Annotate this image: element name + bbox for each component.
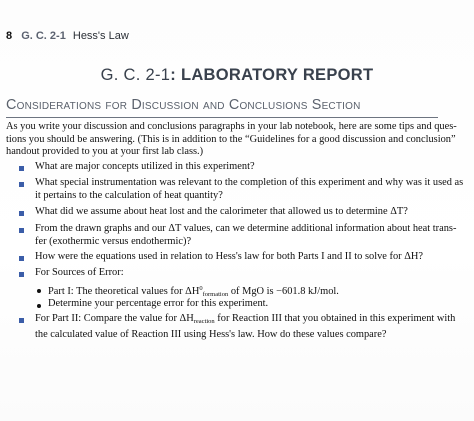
running-head: [6, 30, 129, 42]
list-item-line: [35, 313, 455, 329]
list-item: [35, 313, 455, 341]
list-item-text: fer (exothermic versus endothermic)?: [35, 235, 192, 247]
square-bullet-icon: [19, 318, 24, 323]
intro-paragraph: [6, 121, 470, 159]
list-item-text: What special instrumentation was relevant to the completion of this experiment and why was it used as: [35, 177, 464, 188]
square-bullet-icon: [19, 182, 24, 187]
round-bullet-icon: [37, 289, 41, 293]
running-head-section: G. C. 2-1: [21, 30, 66, 42]
list-item: [35, 251, 423, 264]
section-heading: Considerations for Discussion and Conclusions Section: [6, 97, 361, 113]
intro-line: As you write your discussion and conclusions paragraphs in your lab notebook, here are some tips and ques-: [6, 121, 457, 132]
list-item-text: For Sources of Error:: [35, 267, 124, 278]
superscript-zero: 0: [199, 285, 203, 292]
square-bullet-icon: [19, 166, 24, 171]
list-item-text: What did we assume about heat lost and the calorimeter that allowed us to determine ΔT?: [35, 206, 408, 217]
subscript-reaction: reaction: [193, 318, 215, 325]
list-item-text: for Reaction III that you obtained in this experiment with: [214, 313, 456, 324]
list-item: [35, 223, 456, 248]
list-item: [35, 206, 408, 219]
list-item-text: How were the equations used in relation to Hess's law for both Parts I and II to solve for ΔH?: [35, 251, 424, 262]
list-item: [35, 267, 124, 280]
intro-line: tions you should be answering. (This is in addition to the “Guidelines for a good discussion and conclusion”: [6, 133, 456, 145]
sub-item-text: of MgO is −601.8 kJ/mol.: [228, 286, 339, 297]
running-head-title: Hess's Law: [72, 30, 129, 42]
report-title: [0, 66, 474, 85]
list-item: [35, 177, 463, 202]
list-item-text: From the drawn graphs and our ΔT values, can we determine additional information about heat trans-: [35, 223, 457, 234]
subscript-formation: formation: [202, 291, 229, 298]
list-item: [35, 161, 255, 174]
report-title-code: G. C. 2-1: [100, 66, 171, 84]
report-title-name: LABORATORY REPORT: [180, 66, 374, 84]
page-number: 8: [6, 30, 13, 42]
square-bullet-icon: [19, 272, 24, 277]
list-item-text: it pertains to the calculation of heat quantity?: [35, 189, 223, 201]
list-item-text: What are major concepts utilized in this experiment?: [35, 161, 255, 172]
intro-line: handout provided to you at your first lab class.): [6, 146, 204, 158]
square-bullet-icon: [19, 256, 24, 261]
square-bullet-icon: [19, 211, 24, 216]
sub-item-text: Determine your percentage error for this experiment.: [48, 298, 269, 309]
section-rule: [6, 117, 438, 118]
square-bullet-icon: [19, 228, 24, 233]
sub-item-text: Part I: The theoretical values for ΔH: [48, 286, 200, 297]
list-item-text: For Part II: Compare the value for ΔH: [35, 313, 194, 324]
list-item-text: the calculated value of Reaction III using Hess's law. How do these values compare?: [35, 328, 387, 340]
sub-list-item: [48, 298, 268, 311]
round-bullet-icon: [37, 304, 41, 308]
report-title-colon: :: [170, 66, 177, 84]
